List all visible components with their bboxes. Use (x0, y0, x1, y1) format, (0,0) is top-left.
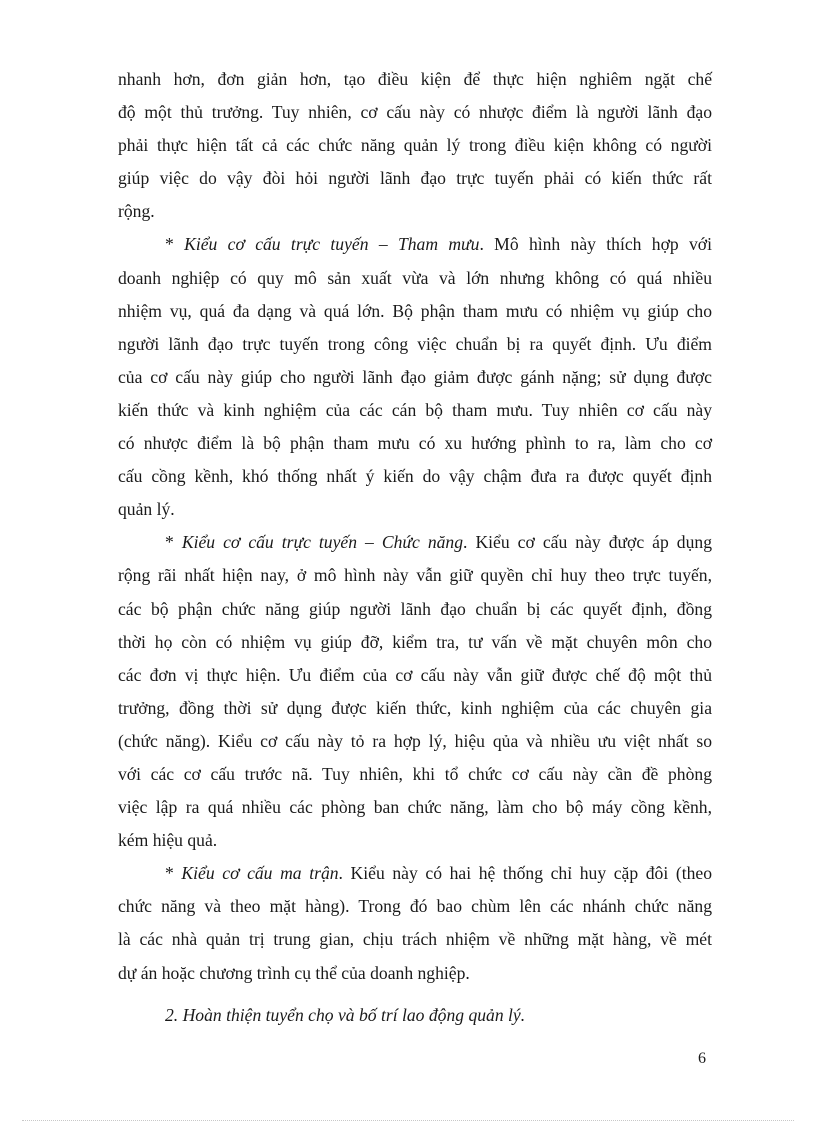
body-text (118, 63, 712, 990)
paragraph-lead-text: . Mô hình này thích hợp với (479, 234, 712, 255)
paragraph-lead-text: . Kiểu này có hai hệ thống chỉ huy cặp đôi (theo (338, 863, 712, 884)
text-line: kiến thức và kinh nghiệm của các cán bộ tham mưu. Tuy nhiên cơ cấu này (118, 399, 712, 420)
paragraph-lead-text: . Kiểu cơ cấu này được áp dụng (463, 532, 712, 553)
text-line: với các cơ cấu trước nã. Tuy nhiên, khi tổ chức cơ cấu này cần đề phòng (118, 763, 712, 784)
text-line: doanh nghiệp có quy mô sản xuất vừa và lớn nhưng không có quá nhiều (118, 267, 712, 288)
paragraph-heading-italic: Kiểu cơ cấu trực tuyến – Chức năng (181, 532, 464, 553)
text-line: nhiệm vụ, quá đa dạng và quá lớn. Bộ phận tham mưu có nhiệm vụ giúp cho (118, 300, 712, 321)
text-line: giúp việc do vậy đòi hỏi người lãnh đạo trực tuyến phải có kiến thức rất (118, 168, 712, 189)
text-line: rộng. (118, 201, 155, 222)
bullet-marker: * (165, 234, 185, 255)
text-line: trưởng, đồng thời sử dụng được kiến thức, kinh nghiệm của các chuyên gia (118, 697, 712, 718)
text-line: nhanh hơn, đơn giản hơn, tạo điều kiện để thực hiện nghiêm ngặt chế (118, 69, 712, 89)
paragraph-lead-line (118, 228, 712, 261)
section-heading: 2. Hoàn thiện tuyển chọ và bố trí lao động quản lý. (165, 1005, 526, 1025)
text-line: phải thực hiện tất cả các chức năng quản lý trong điều kiện không có người (118, 135, 712, 156)
bullet-marker: * (165, 863, 182, 884)
paragraph-heading-italic: Kiểu cơ cấu ma trận (181, 863, 339, 884)
text-line: thời họ còn có nhiệm vụ giúp đỡ, kiểm tra, tư vấn về mặt chuyên môn cho (118, 631, 712, 652)
text-line: của cơ cấu này giúp cho người lãnh đạo giảm được gánh nặng; sử dụng được (118, 366, 712, 387)
page-bottom-divider (22, 1120, 794, 1121)
text-line: (chức năng). Kiểu cơ cấu này tỏ ra hợp lý, hiệu qủa và nhiều ưu việt nhất so (118, 730, 712, 751)
paragraph-lead-line (118, 526, 712, 559)
paragraph-lead-line (118, 857, 712, 890)
text-line: chức năng và theo mặt hàng). Trong đó bao chùm lên các nhánh chức năng (118, 896, 712, 917)
text-line: việc lập ra quá nhiều các phòng ban chức năng, làm cho bộ máy cồng kềnh, (118, 797, 712, 818)
paragraph-heading-italic: Kiểu cơ cấu trực tuyến – Tham mưu (184, 234, 480, 255)
text-line: có nhược điểm là bộ phận tham mưu có xu hướng phình to ra, làm cho cơ (118, 433, 712, 454)
text-line: dự án hoặc chương trình cụ thể của doanh nghiệp. (118, 962, 470, 983)
page-number: 6 (698, 1050, 706, 1067)
text-line: các bộ phận chức năng giúp người lãnh đạo chuẩn bị các quyết định, đồng (118, 598, 712, 619)
text-line: là các nhà quản trị trung gian, chịu trách nhiệm về những mặt hàng, về mét (118, 929, 712, 950)
text-line: rộng rãi nhất hiện nay, ở mô hình này vẫn giữ quyền chỉ huy theo trực tuyến, (118, 565, 712, 586)
text-line: cấu cồng kềnh, khó thống nhất ý kiến do vậy chậm đưa ra được quyết định (118, 466, 712, 487)
bullet-marker: * (165, 532, 182, 553)
text-line: độ một thủ trưởng. Tuy nhiên, cơ cấu này có nhược điểm là người lãnh đạo (118, 102, 712, 123)
text-line: quản lý. (118, 499, 175, 520)
text-line: các đơn vị thực hiện. Ưu điểm của cơ cấu này vẫn giữ được chế độ một thủ (118, 664, 712, 685)
text-line: kém hiệu quả. (118, 830, 218, 851)
text-line: người lãnh đạo trực tuyến trong công việc chuẩn bị ra quyết định. Ưu điểm (118, 333, 712, 354)
